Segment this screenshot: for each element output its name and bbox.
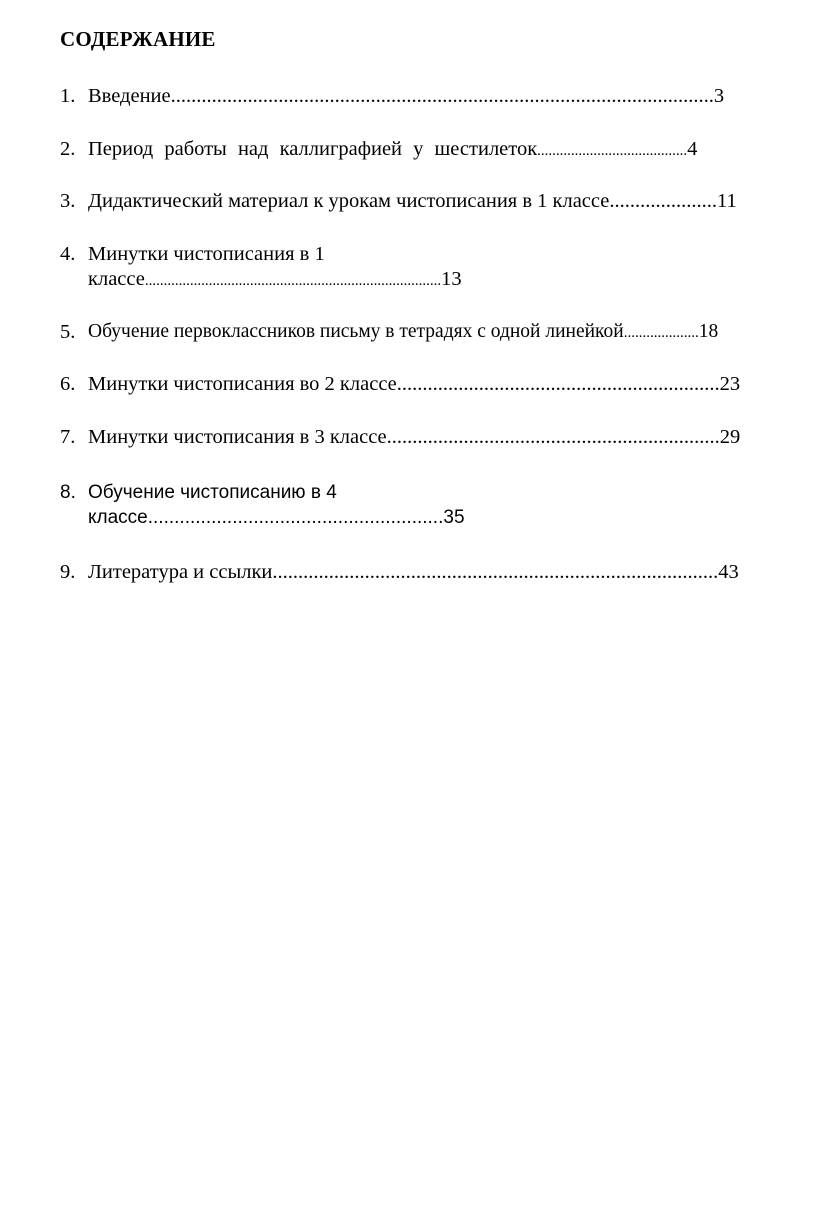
toc-item-line (88, 136, 697, 164)
toc-item-number: 3. (60, 190, 76, 212)
toc-item-line (88, 559, 739, 585)
toc-item-number: 4. (60, 243, 76, 265)
toc-item-number: 2. (60, 138, 76, 160)
toc-item-number: 5. (60, 321, 76, 343)
toc-item-line (88, 424, 740, 450)
toc-item-title: Литература и ссылки (88, 561, 273, 583)
toc-item-title: Дидактический материал к урокам чистописания в 1 классе (88, 190, 610, 212)
toc-item-line (88, 188, 737, 214)
toc-item-page: 4 (687, 138, 698, 160)
toc-item-leader: ............................................................... (396, 373, 720, 395)
toc-item-title: Период работы над каллиграфией у шестилеток (88, 138, 538, 160)
toc-item-title: Введение (88, 85, 171, 107)
toc-item-line (88, 505, 465, 531)
toc-item-leader: ....................................................................................... (272, 561, 719, 583)
toc-item-leader: ........................................ (537, 143, 688, 159)
toc-item-number: 6. (60, 373, 76, 395)
toc-item-page: 35 (443, 507, 465, 528)
toc-item-leader: ..................... (609, 190, 717, 212)
toc-item-line (88, 83, 724, 109)
toc-item-line (88, 319, 718, 346)
toc-item-line (88, 266, 462, 294)
toc-item-title: Обучение чистописанию в 4 (88, 482, 337, 503)
toc-item-number: 8. (60, 482, 76, 503)
toc-item-leader: ........................................................ (147, 507, 444, 528)
toc-item-page: 18 (698, 321, 719, 342)
toc-item-leader: ............................................................................... (144, 273, 442, 289)
toc-item-title: Минутки чистописания во 2 классе (88, 373, 397, 395)
toc-item-title: Обучение первоклассников письму в тетрадях с одной линейкой (88, 321, 624, 342)
toc-item-number: 1. (60, 85, 76, 107)
toc-item-leader: .................... (623, 325, 699, 341)
toc-item-number: 7. (60, 426, 76, 448)
toc-item-page: 29 (719, 426, 741, 448)
toc-item-page: 11 (716, 190, 737, 212)
toc-item-title: Минутки чистописания в 1 (88, 243, 325, 265)
page-title: СОДЕРЖАНИЕ (60, 27, 216, 51)
toc-item-title-continued: классе (88, 268, 145, 290)
toc-item-page: 3 (713, 85, 725, 107)
toc-item-page: 23 (719, 373, 741, 395)
toc-item-page: 13 (441, 268, 462, 290)
toc-item-title-continued: классе (88, 507, 148, 528)
toc-item-leader: .......................................................................................................... (170, 85, 714, 107)
toc-item-number: 9. (60, 561, 76, 583)
toc-item-leader: ................................................................. (386, 426, 720, 448)
toc-item-line (88, 371, 740, 397)
toc-item-page: 43 (718, 561, 739, 583)
toc-item-title: Минутки чистописания в 3 классе (88, 426, 387, 448)
